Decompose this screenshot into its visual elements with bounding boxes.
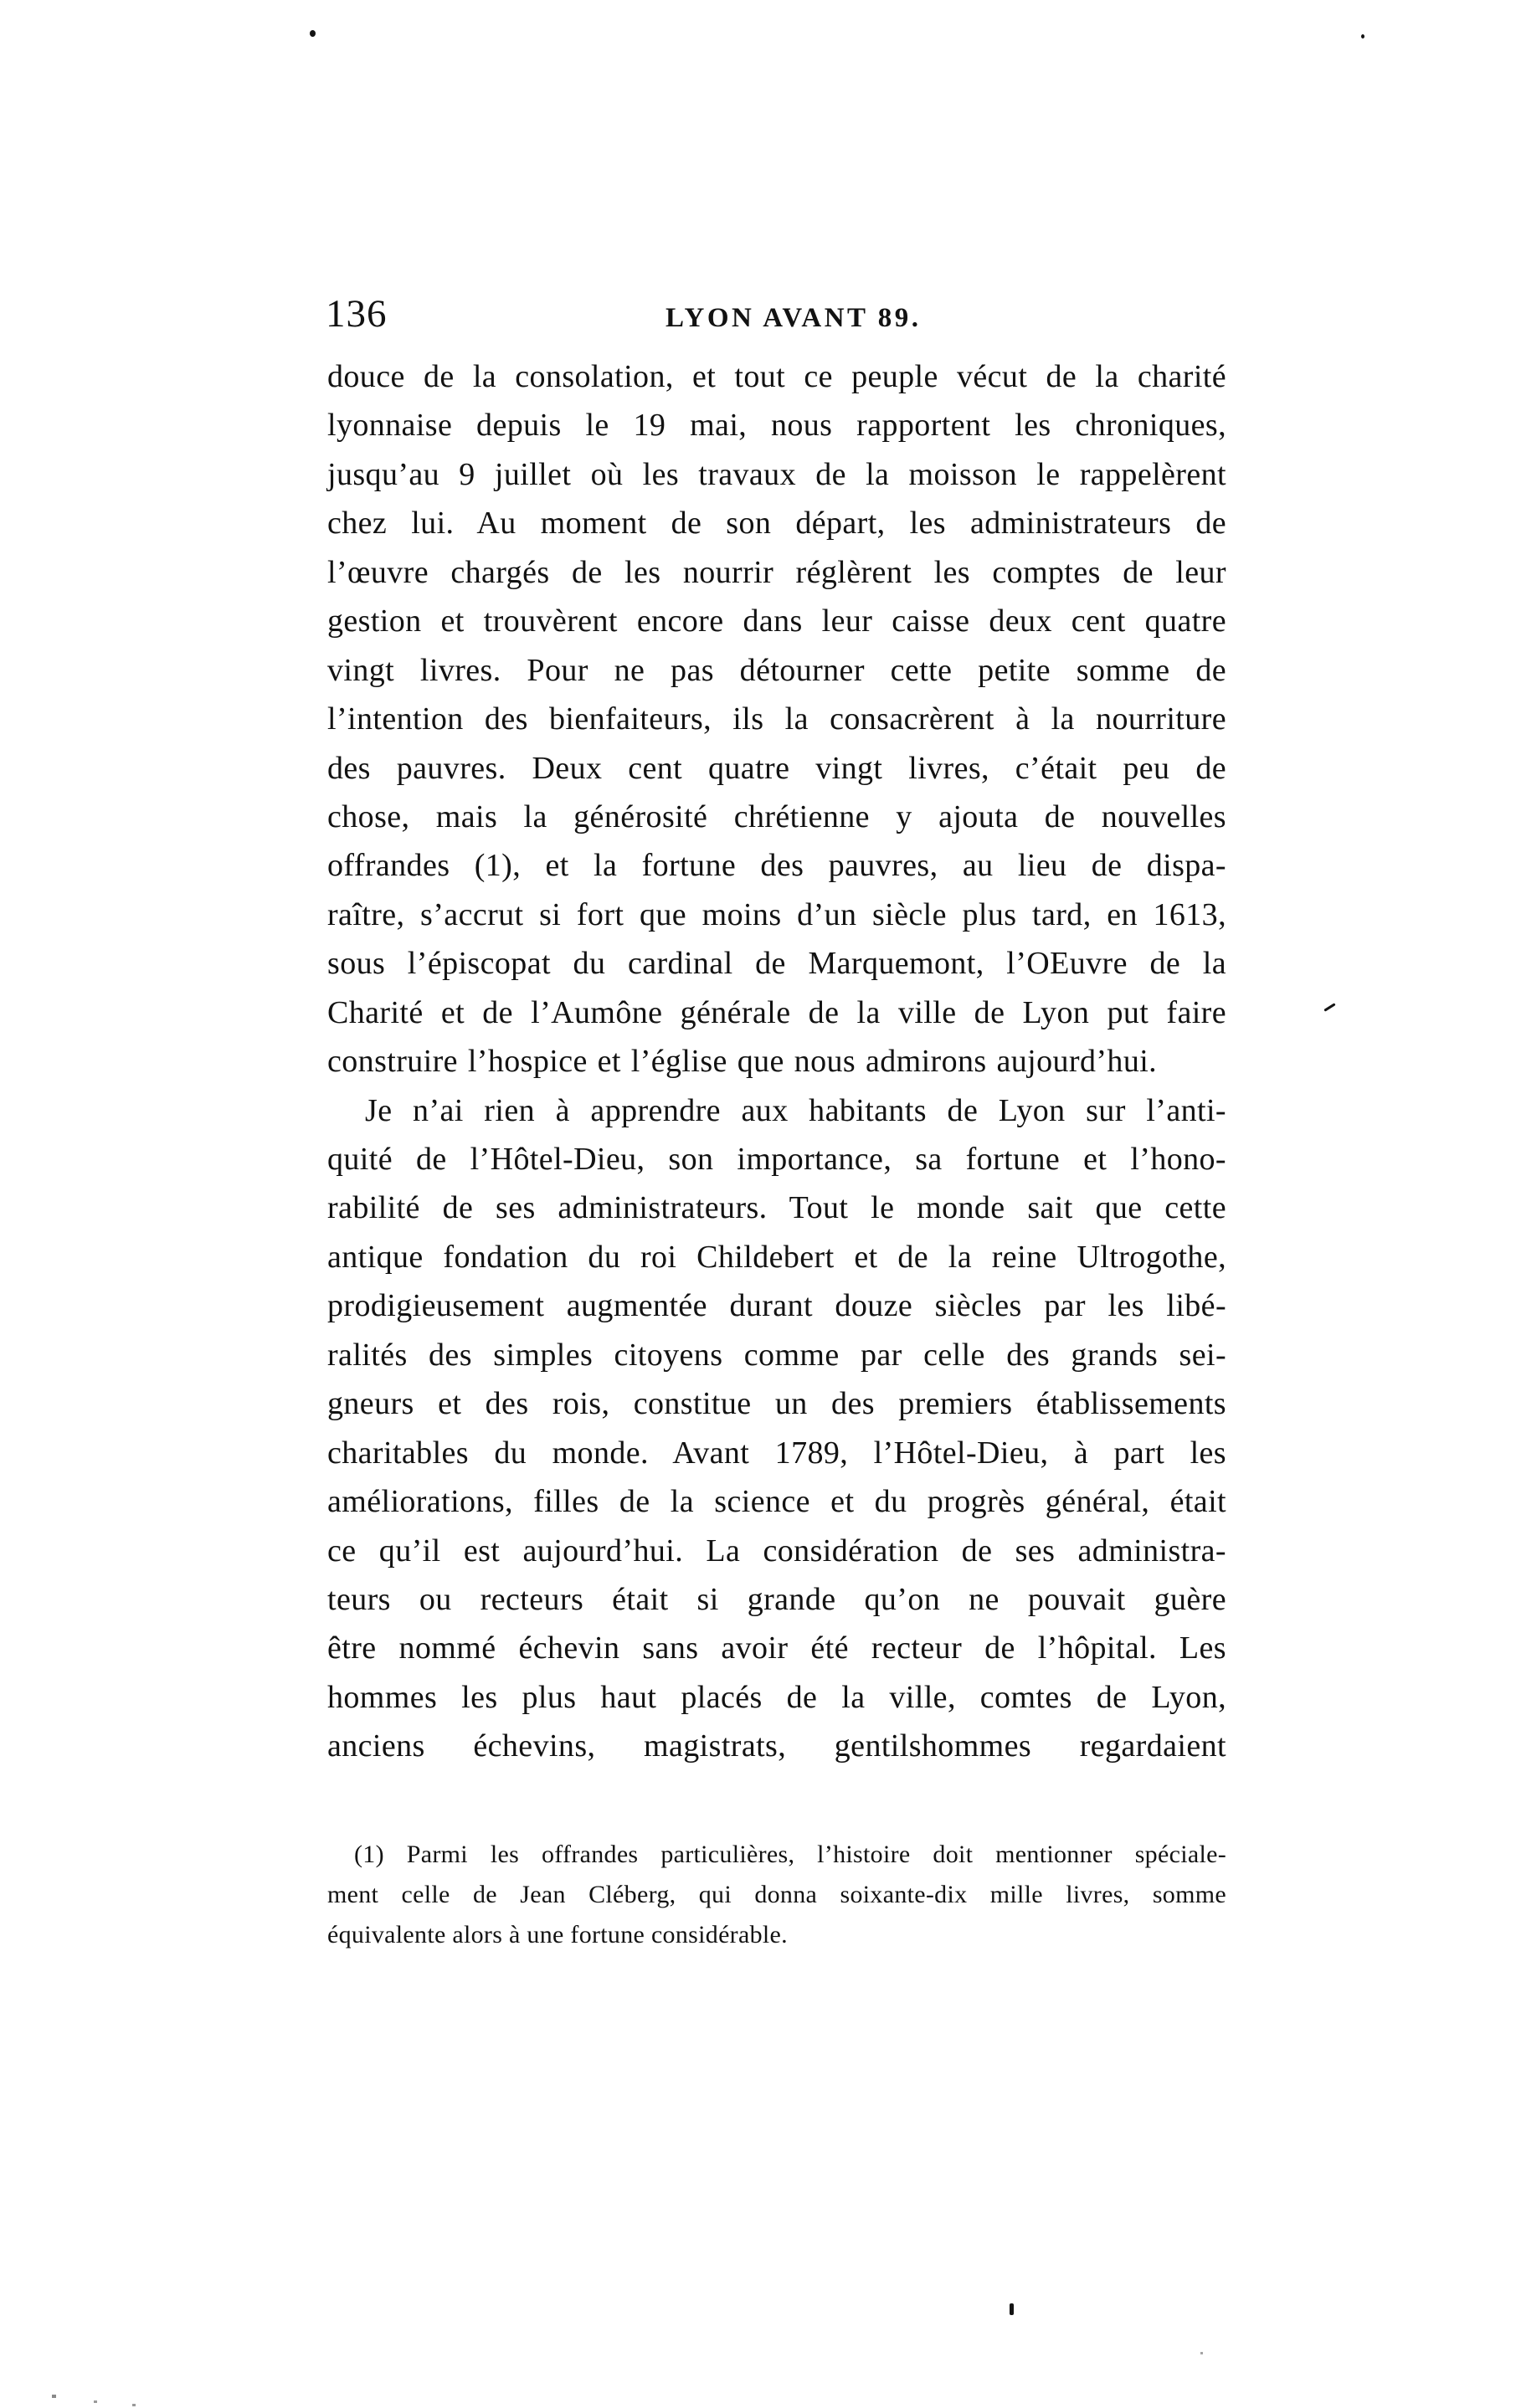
running-title: LYON AVANT 89.	[665, 303, 922, 333]
text-line: des pauvres. Deux cent quatre vingt livres, c’était peu de	[327, 750, 1226, 786]
footnote	[327, 1835, 1226, 1955]
text-line: vingt livres. Pour ne pas détourner cette petite somme de	[327, 652, 1226, 688]
ink-speck	[1010, 2303, 1014, 2315]
text-line: offrandes (1), et la fortune des pauvres, au lieu de dispa-	[327, 848, 1226, 884]
text-line: améliorations, filles de la science et du progrès général, était	[327, 1484, 1226, 1520]
text-line: gneurs et des rois, constitue un des premiers établissements	[327, 1386, 1226, 1422]
footnote-line: (1) Parmi les offrandes particulières, l’histoire doit mentionner spéciale-	[354, 1841, 1226, 1868]
page-number: 136	[326, 292, 388, 336]
text-line: ce qu’il est aujourd’hui. La considération de ses administra-	[327, 1533, 1226, 1569]
text-line: lyonnaise depuis le 19 mai, nous rapportent les chroniques,	[327, 408, 1226, 444]
text-line: rabilité de ses administrateurs. Tout le monde sait que cette	[327, 1190, 1226, 1226]
text-line: ralités des simples citoyens comme par celle des grands sei-	[327, 1337, 1226, 1373]
text-line: Je n’ai rien à apprendre aux habitants de Lyon sur l’anti-	[365, 1092, 1226, 1128]
text-line: raître, s’accrut si fort que moins d’un siècle plus tard, en 1613,	[327, 896, 1226, 932]
text-line: douce de la consolation, et tout ce peuple vécut de la charité	[327, 359, 1226, 394]
ink-speck	[310, 30, 316, 37]
text-line: hommes les plus haut placés de la ville, comtes de Lyon,	[327, 1679, 1226, 1715]
text-line: être nommé échevin sans avoir été recteur de l’hôpital. Les	[327, 1630, 1226, 1666]
text-line: chose, mais la générosité chrétienne y ajouta de nouvelles	[327, 798, 1226, 834]
text-line: antique fondation du roi Childebert et de la reine Ultrogothe,	[327, 1239, 1226, 1275]
text-line: anciens échevins, magistrats, gentilshommes regardaient	[327, 1728, 1226, 1764]
footnote-line: ment celle de Jean Cléberg, qui donna soixante-dix mille livres, somme	[327, 1881, 1226, 1908]
text-line: Charité et de l’Aumône générale de la ville de Lyon put faire	[327, 994, 1226, 1030]
footnote-line: équivalente alors à une fortune considérable.	[327, 1921, 788, 1948]
text-line: l’œuvre chargés de les nourrir réglèrent les comptes de leur	[327, 554, 1226, 590]
body-text	[327, 352, 1226, 1771]
scan-speck	[52, 2395, 56, 2398]
text-line: l’intention des bienfaiteurs, ils la consacrèrent à la nourriture	[327, 701, 1226, 737]
scan-speck	[1200, 2352, 1203, 2354]
text-line: quité de l’Hôtel-Dieu, son importance, sa fortune et l’hono-	[327, 1142, 1226, 1177]
scan-speck	[132, 2404, 136, 2406]
text-line: prodigieusement augmentée durant douze siècles par les libé-	[327, 1288, 1226, 1324]
ink-speck	[1361, 34, 1364, 39]
text-line: jusqu’au 9 juillet où les travaux de la moisson le rappelèrent	[327, 456, 1226, 492]
text-line: teurs ou recteurs était si grande qu’on ne pouvait guère	[327, 1581, 1226, 1617]
text-line: sous l’épiscopat du cardinal de Marquemont, l’OEuvre de la	[327, 946, 1226, 982]
scan-speck	[94, 2400, 97, 2403]
text-line: chez lui. Au moment de son départ, les administrateurs de	[327, 506, 1226, 542]
margin-pen-mark	[1323, 1003, 1335, 1011]
text-line: construire l’hospice et l’église que nous admirons aujourd’hui.	[327, 1044, 1158, 1080]
text-line: charitables du monde. Avant 1789, l’Hôtel-Dieu, à part les	[327, 1435, 1226, 1471]
text-line: gestion et trouvèrent encore dans leur caisse deux cent quatre	[327, 603, 1226, 639]
